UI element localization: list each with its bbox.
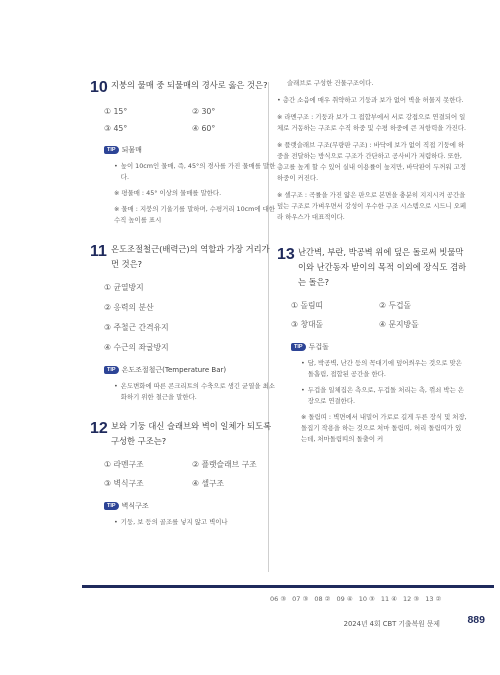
- option-1: ① 15°: [104, 107, 128, 116]
- option-4: ④ 수근의 좌굴방지: [104, 343, 169, 352]
- answer-item: 10 ③: [358, 595, 375, 603]
- option-4: ④ 셀구조: [192, 479, 225, 488]
- tip-title: 두겁돌: [308, 343, 329, 351]
- left-column: [90, 78, 280, 544]
- tip-box: TIP 벽식구조 • 기둥, 보 등의 골조를 넣지 않고 벽이나: [104, 501, 280, 528]
- footer-rule: [82, 585, 494, 588]
- options: [291, 300, 467, 330]
- tip-box: TIP 되물매 • 높이 10cm인 물매, 즉, 45°의 경사를 가진 물매를 말한다. ※ 평물매 : 45° 이상의 물매를 말한다. ※ 물매 : 지붕의 기울기를 말하며, 수평거리 10cm에 대한 수직 높이를 표시: [104, 145, 280, 226]
- question-text: 보와 기둥 대신 슬래브와 벽이 일체가 되도록 구성한 구조는?: [111, 421, 272, 446]
- question-text: 난간벽, 부란, 박공벽 위에 덮은 돌로써 빗물막이와 난간동자 받이의 목적 이외에 장식도 겸하는 돌은?: [298, 247, 467, 287]
- answer-item: 13 ②: [425, 595, 442, 603]
- question-text: 지붕의 물매 중 되물매의 경사로 옳은 것은?: [111, 80, 268, 90]
- question-12-continued: [277, 78, 467, 223]
- tip-title: 벽식구조: [121, 502, 149, 510]
- tip-badge: TIP: [104, 502, 119, 510]
- option-2: ② 30°: [192, 107, 216, 116]
- tip-bullet: 담, 박공벽, 난간 등의 꼭대기에 덮어씌우는 것으로 맞은 돌흡림, 접합된 공간을 한다.: [307, 359, 462, 378]
- option-1: ① 돌림띠: [291, 301, 324, 310]
- option-2: ② 두겁돌: [379, 301, 412, 310]
- option-1: ① 라멘구조: [104, 460, 144, 469]
- right-column: [277, 78, 467, 461]
- options: [104, 459, 280, 489]
- tip-title: 되물매: [121, 146, 142, 154]
- page-number: 889: [467, 614, 485, 626]
- tip-title: 온도조절철근(Temperature Bar): [121, 366, 227, 374]
- tip-badge: TIP: [291, 343, 306, 351]
- answer-item: 07 ③: [292, 595, 309, 603]
- continued-note: ※ 플랫슬래브 구조(무량판 구조) : 바닥에 보가 없이 직접 기둥에 하중을 전달하는 방식으로 구조가 간단하고 공사비가 저렴하다. 또한, 층고를 높게 할 수 있어 실내 이용률이 높지만, 바닥판이 두꺼워 고정하중이 커진다.: [277, 141, 467, 182]
- option-4: ④ 60°: [192, 124, 216, 133]
- answer-item: 09 ④: [336, 595, 353, 603]
- continued-note: ※ 라멘구조 : 기둥과 보가 그 접합부에서 서로 강접으로 연결되어 일체로 거동하는 구조로 수직 하중 및 수평 하중에 큰 저항력을 가진다.: [277, 113, 467, 132]
- answer-item: 12 ③: [403, 595, 420, 603]
- answer-item: 06 ③: [270, 595, 287, 603]
- options: [104, 282, 280, 353]
- tip-box: TIP 온도조절철근(Temperature Bar) • 온도변화에 따른 콘크리트의 수축으로 생긴 균열을 최소화하기 위한 철근을 말한다.: [104, 365, 280, 403]
- tip-note: ※ 물매 : 지붕의 기울기를 말하며, 수평거리 10cm에 대한 수직 높이를 표시: [114, 205, 275, 224]
- continued-text: 슬래브로 구성한 건물구조이다.: [287, 79, 374, 87]
- options: [104, 107, 280, 133]
- question-12: [90, 419, 280, 528]
- question-number: 12: [90, 420, 108, 437]
- tip-box: TIP 두겁돌 • 담, 박공벽, 난간 등의 꼭대기에 덮어씌우는 것으로 맞은 돌흡림, 접합된 공간을 한다. • 두겁을 일체집은 측으로, 두겁돌 처리는 측, 꺾쇠 박는 은장으로 연결한다. ※ 돌림띠 : 벽면에서 내밀어 가로로 길게 두른 장식 및 처장, 돌집기 작용을 하는 것으로 처마 돌림띠, 허리 돌림띠가 있는데, 처마돌림띠의 돌출이 커: [291, 342, 467, 445]
- option-3: ③ 벽식구조: [104, 479, 144, 488]
- tip-note: ※ 평물매 : 45° 이상의 물매를 말한다.: [114, 189, 222, 197]
- option-3: ③ 창대돌: [291, 320, 324, 329]
- option-4: ④ 문지방돌: [379, 320, 419, 329]
- question-text: 온도조절철근(배력근)의 역할과 가장 거리가 먼 것은?: [111, 244, 270, 269]
- option-2: ② 플랫슬래브 구조: [192, 460, 257, 469]
- question-number: 11: [90, 243, 107, 260]
- tip-bullet: 두겁을 일체집은 측으로, 두겁돌 처리는 측, 꺾쇠 박는 은장으로 연결한다.: [307, 386, 464, 405]
- tip-bullet: 기둥, 보 등의 골조를 넣지 않고 벽이나: [120, 518, 228, 526]
- question-11: [90, 242, 280, 403]
- question-10: [90, 78, 280, 226]
- answer-item: 08 ②: [314, 595, 331, 603]
- tip-badge: TIP: [104, 146, 119, 154]
- continued-note: ※ 셀구조 : 곡률을 가진 얇은 판으로 본면을 충분히 지지시켜 공간을 덮는 구조로 가벼우면서 강성이 우수한 구조 시스템으로 시드니 오페라 하우스가 대표적이다.: [277, 191, 467, 221]
- page-label: 2024년 4회 CBT 기출복원 문제: [343, 620, 440, 628]
- question-number: 10: [90, 79, 108, 96]
- answer-item: 11 ④: [380, 595, 398, 603]
- continued-bullet: • 층간 소음에 매우 취약하고 기둥과 보가 없어 벽을 허물지 못한다.: [277, 96, 464, 104]
- option-3: ③ 45°: [104, 124, 128, 133]
- option-3: ③ 주철근 간격유지: [104, 323, 169, 332]
- tip-badge: TIP: [104, 366, 119, 374]
- tip-bullet: 온도변화에 따른 콘크리트의 수축으로 생긴 균열을 최소화하기 위한 철근을 말한다.: [120, 382, 275, 401]
- tip-note: ※ 돌림띠 : 벽면에서 내밀어 가로로 길게 두른 장식 및 처장, 돌집기 작용을 하는 것으로 처마 돌림띠, 허리 돌림띠가 있는데, 처마돌림띠의 돌출이 커: [301, 413, 467, 443]
- option-2: ② 응력의 분산: [104, 303, 154, 312]
- question-number: 13: [277, 246, 295, 263]
- question-13: [277, 245, 467, 445]
- option-1: ① 균열방지: [104, 283, 144, 292]
- tip-bullet: 높이 10cm인 물매, 즉, 45°의 경사를 가진 물매를 말한다.: [120, 162, 276, 181]
- answer-key: [270, 595, 441, 603]
